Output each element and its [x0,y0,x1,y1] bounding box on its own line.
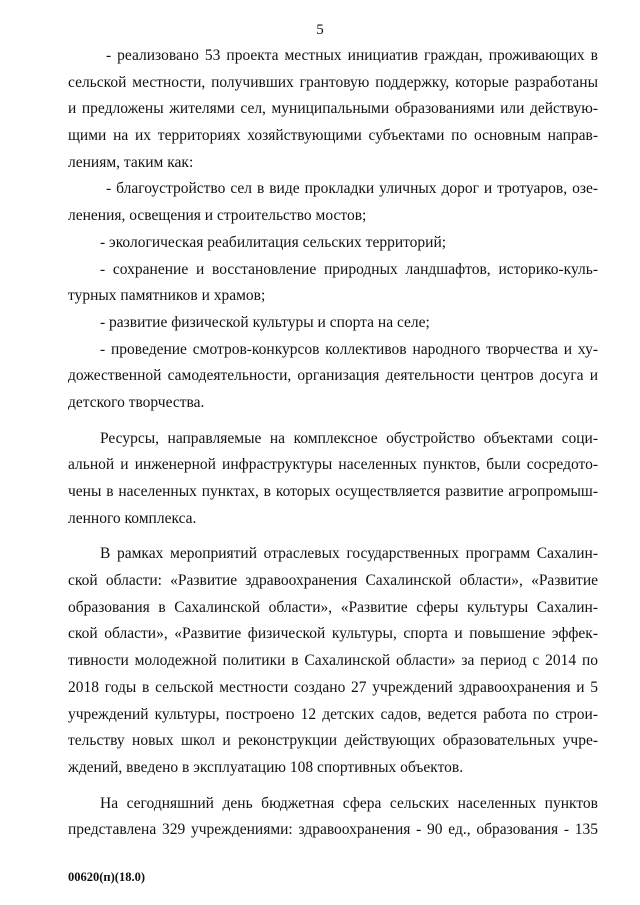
text-line: - сохранение и восстановление природных ландшафтов, историко-куль- [100,260,598,278]
text-line: - экологическая реабилитация сельских территорий; [100,233,447,251]
text-line: щими на их территориях хозяйствующими субъектами по основным направ- [68,127,598,145]
paragraph [68,791,598,844]
text-line: - проведение смотров-конкурсов коллективов народного творчества и ху- [100,340,598,358]
text-line: ждений, введено в эксплуатацию 108 спортивных объектов. [68,758,464,776]
text-line: лениям, таким как: [68,153,194,171]
paragraph [68,541,598,781]
text-line: сельской местности, получивших грантовую поддержку, которые разработаны [68,73,598,91]
paragraph [68,176,598,229]
text-line: - развитие физической культуры и спорта на селе; [100,313,430,331]
text-line: учреждений культуры, построено 12 детских садов, ведется работа по строи- [68,705,598,723]
text-line: альной и инженерной инфраструктуры населенных пунктов, были сосредото- [68,456,598,474]
document-code: 00620(п)(18.0) [68,870,145,884]
text-line: и предложены жителями сел, муниципальными образованиями или действую- [68,100,598,118]
paragraph [68,426,598,533]
paragraph [68,230,598,257]
text-line: представлена 329 учреждениями: здравоохранения - 90 ед., образования - 135 [68,821,598,839]
text-line: чены в населенных пунктах, в которых осуществляется развитие агропромыш- [68,483,598,500]
text-line: - реализовано 53 проекта местных инициатив граждан, проживающих в [106,47,598,64]
paragraph [68,257,598,310]
text-line: турных памятников и храмов; [68,287,266,305]
body-text [68,43,598,844]
text-line: На сегодняшний день бюджетная сфера сельских населенных пунктов [100,794,598,812]
page-number: 5 [316,22,324,38]
text-line: дожественной самодеятельности, организация деятельности центров досуга и [68,367,598,385]
text-line: образования в Сахалинской области», «Развитие сферы культуры Сахалин- [68,598,598,616]
text-line: ленения, освещения и строительство мостов; [68,207,367,225]
text-line: ленного комплекса. [68,509,197,527]
text-line: Ресурсы, направляемые на комплексное обустройство объектами соци- [100,429,598,447]
text-line: ской области: «Развитие здравоохранения Сахалинской области», «Развитие [68,572,598,590]
text-line: - благоустройство сел в виде прокладки уличных дорог и тротуаров, озе- [106,180,598,198]
text-line: ской области», «Развитие физической культуры, спорта и повышение эффек- [68,625,598,643]
text-line: детского творчества. [68,393,205,411]
text-line: тивности молодежной политики в Сахалинской области» за период с 2014 по [68,652,598,670]
text-line: В рамках мероприятий отраслевых государственных программ Сахалин- [100,545,598,563]
paragraph-gap [68,532,598,541]
paragraph [68,43,598,176]
text-line: 2018 годы в сельской местности создано 27 учреждений здравоохранения и 5 [68,678,598,696]
paragraph-gap [68,417,598,426]
paragraph [68,337,598,417]
paragraph [68,310,598,337]
text-line: тельству новых школ и реконструкции действующих образовательных учре- [68,732,598,750]
paragraph-gap [68,782,598,791]
